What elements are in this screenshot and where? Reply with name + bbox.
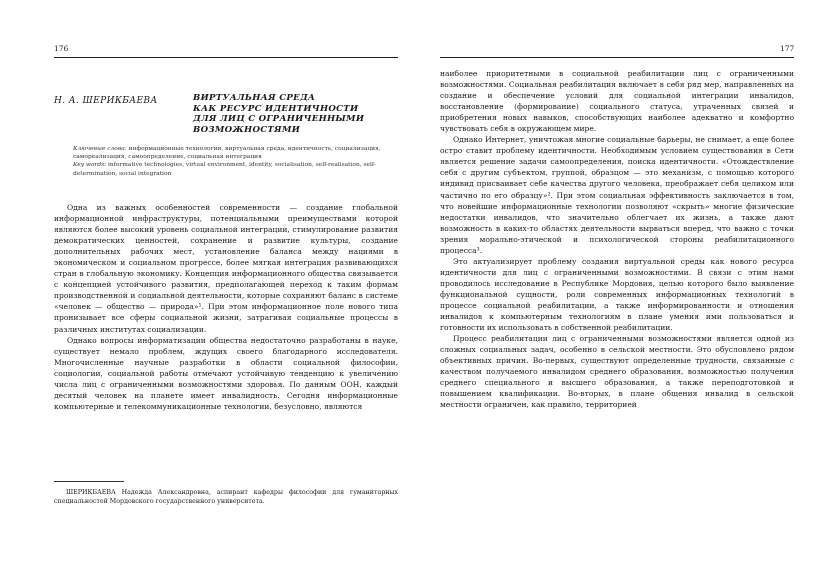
author-name: Н. А. ШЕРИКБАЕВА <box>54 96 158 106</box>
left-body-text <box>54 202 398 412</box>
header-rule <box>54 57 398 58</box>
footnote-rule <box>54 481 124 482</box>
key-words-label: Key words: <box>73 162 107 169</box>
article-title <box>193 93 393 135</box>
title-line: ДЛЯ ЛИЦ С ОГРАНИЧЕННЫМИ <box>193 114 365 125</box>
page-number: 177 <box>780 44 795 53</box>
key-words-text: informative technologies, virtual environment, identity, socialisation, self-realisation, self-determination, social integration <box>73 162 376 177</box>
keywords-ru <box>73 145 398 161</box>
paragraph: наиболее приоритетными в социальной реабилитации лиц с ограниченными возможностями. Социальная реабилитация включает в себя ряд мер, направленных на создание и обеспечение условий для социальной интеграции инвалидов, восстановление (формирование) социального статуса, утраченных связей и приобретения новых навыков, способствующих наиболее адекватно и комфортно чувствовать себя в окружающем мире. <box>440 69 794 134</box>
keywords-en <box>73 161 398 177</box>
keywords-label: Ключевые слова: <box>73 146 127 152</box>
paragraph: Однако Интернет, уничтожая многие социальные барьеры, не снимает, а еще более остро ставит проблему идентичности. Необходимым условием существования в Сети является решение задачи самоопределения, поиска идентичности. «Отождествление себя с другим субъектом, группой, образцом — это механизм, с помощью которого индивид присваивает себе качества другого человека, преображает себя целиком или частично по его образцу»². При этом социальная эффективность заключается в том, что новейшие информационные технологии позволяют «скрыть» многие физические недостатки инвалидов, что значительно облегчает их жизнь, а также дают возможность в каких-то областях деятельности вырваться вперед, что важно с точки зрения морально-этической и психологической стороны реабилитационного процесса³. <box>440 135 794 255</box>
title-line: КАК РЕСУРС ИДЕНТИЧНОСТИ <box>193 103 359 114</box>
header-rule <box>440 57 794 58</box>
paragraph: Это актуализирует проблему создания виртуальной среды как нового ресурса идентичности для лиц с ограниченными возможностями. В связи с этим нами проводилось исследование в Республике Мордовия, целью которого было выявление функциональной сущности, роли современных информационных технологий в процессе социальной реабилитации, а также информированности и отношения инвалидов к компьютерным технологиям в плане умения ими пользоваться и готовности их использовать в собственной реабилитации. <box>440 256 794 333</box>
right-page <box>410 0 820 580</box>
keywords-text: информационные технологии, виртуальная среда, идентичность, социализация, самореализация, самоопределение, социальная интеграция <box>73 146 381 161</box>
paragraph: Одна из важных особенностей современности — создание глобальной информационной инфраструктуры, потенциальными преимуществами которой являются более высокий уровень социальной интеграции, стимулирование развития демократических ценностей, сохранение и развитие культуры, создание дополнительных рабочих мест, установление баланса между нациями в экономическом и социальном прогрессе, более мягкая интеграция развивающихся стран в глобальную экономику. Концепция информационного общества связывается с концепцией устойчивого развития, предполагающей переход к таким формам производственной и социальной деятельности, которые сохраняют баланс в системе «человек — общество — природа»¹. При этом информационное поле нового типа пронизывает все сферы социальной жизни, затрагивая социальные процессы в различных институтах социализации. <box>54 203 398 334</box>
title-line: ВИРТУАЛЬНАЯ СРЕДА <box>193 93 316 103</box>
keywords-block <box>73 145 398 178</box>
paragraph: Однако вопросы информатизации общества недостаточно разработаны в науке, существует немало проблем, ждущих своего благодарного исследователя. Многочисленные научные разработки в области социальной философии, социологии, социальной работы отмечают устойчивую тенденцию к увеличению числа лиц с ограниченными возможностями здоровья. По данным ООН, каждый десятый человек на планете имеет инвалидность. Сегодня информационные компьютерные и телекоммуникационные технологии, безусловно, являются <box>54 335 398 411</box>
right-body-text <box>440 68 794 410</box>
paragraph: Процесс реабилитации лиц с ограниченными возможностями является одной из сложных социальных задач, особенно в сельской местности. Это обусловлено рядом объективных причин. Во-первых, существуют определенные трудности, связанные с качеством получаемого инвалидом среднего образования, возможностью получения среднего специального и высшего образования, а также переподготовкой и повышением квалификации. Во-вторых, в плане общения инвалид в сельской местности ограничен, как правило, территорией <box>440 334 794 410</box>
title-line: ВОЗМОЖНОСТЯМИ <box>193 124 301 135</box>
page-number: 176 <box>54 44 69 53</box>
author-footnote: ШЕРИКБАЕВА Надежда Александровна, аспирант кафедры философии для гуманитарных специальностей Мордовского государственного университета. <box>54 489 398 505</box>
